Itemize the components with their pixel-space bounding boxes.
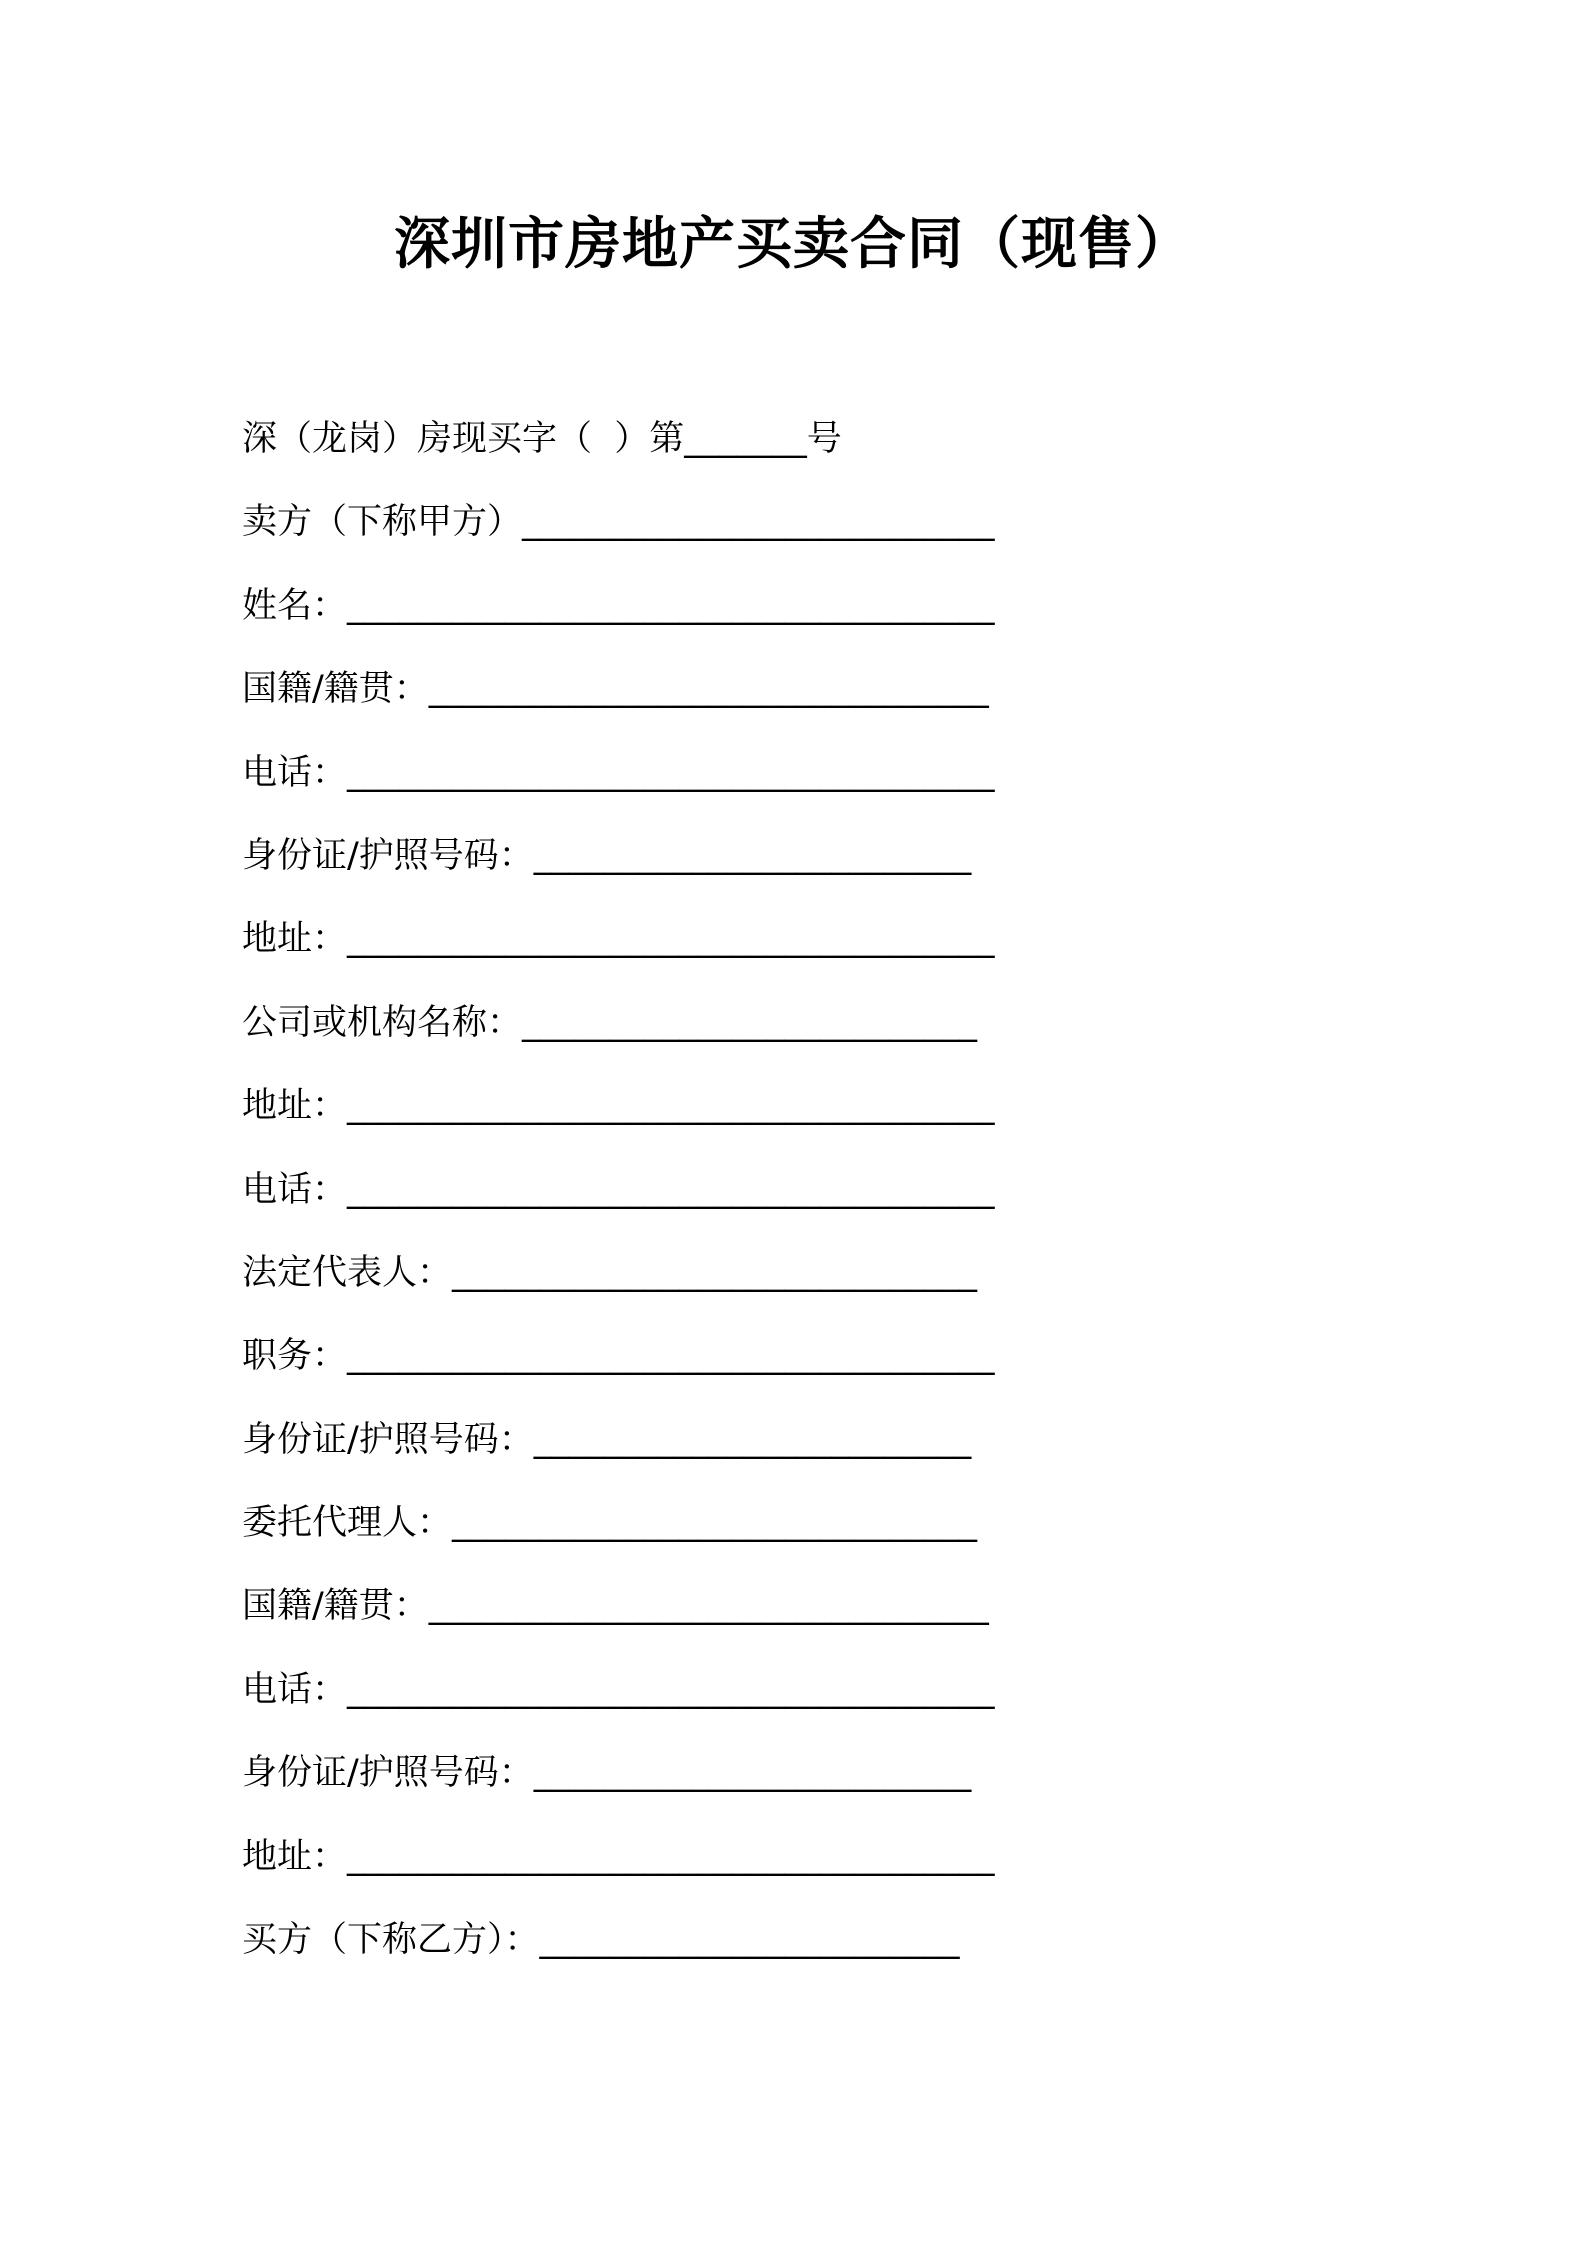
company-phone-label: 电话： [242,1169,348,1210]
seller-phone-label: 电话： [242,752,348,793]
agent-phone-label: 电话： [242,1669,348,1710]
buyer-label: 买方（下称乙方）： [242,1920,540,1961]
document-title: 深圳市房地产买卖合同（现售） [394,212,1192,277]
company-name-label: 公司或机构名称： [242,1002,523,1043]
position-line [242,1315,1342,1398]
seller-id-label: 身份证/护照号码： [242,835,534,876]
agent-address-line [242,1816,1342,1899]
agent-label: 委托代理人： [242,1503,453,1544]
representative-id-blank: _________________________ [533,1419,972,1460]
agent-line [242,1482,1342,1565]
company-phone-line [242,1149,1342,1232]
representative-id-line [242,1399,1342,1482]
seller-nationality-line [242,648,1342,731]
agent-nationality-blank: ________________________________ [428,1586,989,1627]
seller-name-label: 姓名： [242,585,348,626]
position-blank: _____________________________________ [347,1336,995,1377]
legal-representative-line [242,1232,1342,1315]
seller-line [242,481,1342,564]
agent-nationality-label: 国籍/籍贯： [242,1586,429,1627]
contract-number-blank: _______号 [684,419,842,459]
agent-nationality-line [242,1565,1342,1648]
company-phone-blank: _____________________________________ [347,1169,995,1210]
buyer-line [242,1899,1342,1982]
representative-id-label: 身份证/护照号码： [242,1419,534,1460]
seller-id-blank: _________________________ [533,835,972,876]
agent-id-blank: _________________________ [533,1753,972,1794]
seller-blank: ___________________________ [522,502,995,543]
contract-field-list [242,398,1342,1982]
company-address-blank: _____________________________________ [347,1086,995,1127]
seller-phone-blank: _____________________________________ [347,752,995,793]
company-address-line [242,1065,1342,1148]
agent-address-label: 地址： [242,1836,348,1877]
agent-address-blank: _____________________________________ [347,1836,995,1877]
seller-nationality-label: 国籍/籍贯： [242,669,429,710]
seller-nationality-blank: ________________________________ [428,669,989,710]
company-name-blank: __________________________ [522,1002,978,1043]
agent-id-line [242,1732,1342,1815]
contract-number-line [242,398,1342,481]
seller-label: 卖方（下称甲方） [242,502,523,543]
seller-address-line [242,898,1342,981]
agent-blank: ______________________________ [452,1503,978,1544]
seller-address-label: 地址： [242,919,348,960]
seller-name-line [242,565,1342,648]
legal-representative-blank: ______________________________ [452,1252,978,1293]
seller-name-blank: _____________________________________ [347,585,995,626]
company-name-line [242,982,1342,1065]
agent-phone-blank: _____________________________________ [347,1669,995,1710]
seller-phone-line [242,732,1342,815]
seller-id-line [242,815,1342,898]
seller-address-blank: _____________________________________ [347,919,995,960]
buyer-blank: ________________________ [539,1920,960,1961]
agent-id-label: 身份证/护照号码： [242,1753,534,1794]
position-label: 职务： [242,1336,348,1377]
contract-number-label: 深（龙岗）房现买字（ ）第 [242,419,685,459]
agent-phone-line [242,1649,1342,1732]
company-address-label: 地址： [242,1086,348,1127]
legal-representative-label: 法定代表人： [242,1252,453,1293]
